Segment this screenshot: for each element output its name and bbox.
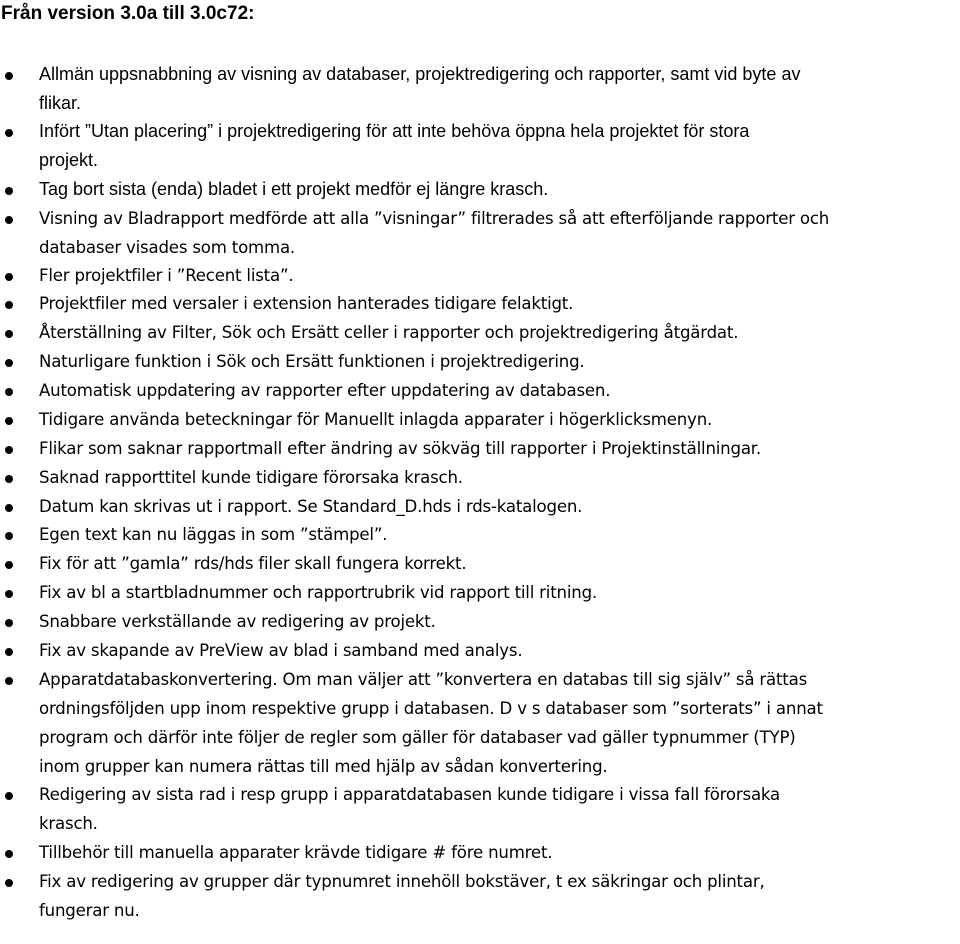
list-item-text: Egen text kan nu läggas in som ”stämpel”. (39, 525, 388, 544)
bullet-icon (5, 648, 13, 656)
version-heading: Från version 3.0a till 3.0c72: (1, 3, 255, 24)
bullet-icon (5, 619, 13, 627)
list-item-text: Automatisk uppdatering av rapporter efter uppdatering av databasen. (39, 381, 611, 400)
list-item-text: Datum kan skrivas ut i rapport. Se Standard_D.hds i rds-katalogen. (39, 497, 583, 516)
bullet-icon (5, 273, 13, 281)
bullet-icon (5, 677, 13, 685)
list-item-text: ordningsföljden upp inom respektive grupp i databasen. D v s databaser som ”sorterats” i annat (39, 699, 823, 718)
list-item-text: Naturligare funktion i Sök och Ersätt funktionen i projektredigering. (39, 352, 585, 371)
bullet-icon (5, 301, 13, 309)
bullet-icon (5, 330, 13, 338)
list-item-text: Tag bort sista (enda) bladet i ett projekt medför ej längre krasch. (39, 179, 549, 199)
bullet-icon (5, 850, 13, 858)
list-item-text: Snabbare verkställande av redigering av projekt. (39, 612, 436, 631)
bullet-icon (5, 359, 13, 367)
list-item-text: Fix av bl a startbladnummer och rapportrubrik vid rapport till ritning. (39, 583, 597, 602)
list-item-text: Tillbehör till manuella apparater krävde tidigare # före numret. (39, 843, 553, 862)
list-item-text: Flikar som saknar rapportmall efter ändring av sökväg till rapporter i Projektinställningar. (39, 439, 761, 458)
list-item-text: Redigering av sista rad i resp grupp i apparatdatabasen kunde tidigare i vissa fall förorsaka (39, 785, 781, 804)
list-item-text: Fix av skapande av PreView av blad i samband med analys. (39, 641, 523, 660)
bullet-icon (5, 446, 13, 454)
list-item-text: Tidigare använda beteckningar för Manuellt inlagda apparater i högerklicksmenyn. (39, 410, 713, 429)
list-item-text: program och därför inte följer de regler som gäller för databaser vad gäller typnummer (TYP) (39, 728, 796, 747)
list-item-text: flikar. (39, 93, 82, 113)
list-item-text: krasch. (39, 814, 98, 833)
list-item-text: Återställning av Filter, Sök och Ersätt celler i rapporter och projektredigering åtgärdat. (39, 323, 739, 342)
list-item-text: Fler projektfiler i ”Recent lista”. (39, 266, 294, 285)
list-item-text: Saknad rapporttitel kunde tidigare förorsaka krasch. (39, 468, 463, 487)
list-item-text: inom grupper kan numera rättas till med hjälp av sådan konvertering. (39, 757, 608, 776)
bullet-icon (5, 792, 13, 800)
bullet-icon (5, 187, 13, 195)
list-item-text: databaser visades som tomma. (39, 238, 296, 257)
bullet-icon (5, 417, 13, 425)
list-item-text: Allmän uppsnabbning av visning av databaser, projektredigering och rapporter, samt vid byte av (39, 64, 801, 84)
bullet-icon (5, 504, 13, 512)
bullet-icon (5, 532, 13, 540)
bullet-icon (5, 216, 13, 224)
list-item-text: projekt. (39, 150, 99, 170)
bullet-icon (5, 129, 13, 137)
bullet-icon (5, 561, 13, 569)
list-item-text: Projektfiler med versaler i extension hanterades tidigare felaktigt. (39, 294, 574, 313)
list-item-text: Infört ”Utan placering” i projektredigering för att inte behöva öppna hela projektet för stora (39, 121, 750, 141)
list-item-text: Fix av redigering av grupper där typnumret innehöll bokstäver, t ex säkringar och plintar, (39, 872, 765, 891)
list-item-text: Visning av Bladrapport medförde att alla ”visningar” filtrerades så att efterföljande rapporter och (39, 209, 830, 228)
bullet-icon (5, 475, 13, 483)
bullet-icon (5, 879, 13, 887)
list-item-text: fungerar nu. (39, 901, 140, 920)
bullet-icon (5, 590, 13, 598)
list-item-text: Apparatdatabaskonvertering. Om man väljer att ”konvertera en databas till sig själv” så rättas (39, 670, 808, 689)
bullet-icon (5, 72, 13, 80)
list-item-text: Fix för att ”gamla” rds/hds filer skall fungera korrekt. (39, 554, 467, 573)
bullet-icon (5, 388, 13, 396)
